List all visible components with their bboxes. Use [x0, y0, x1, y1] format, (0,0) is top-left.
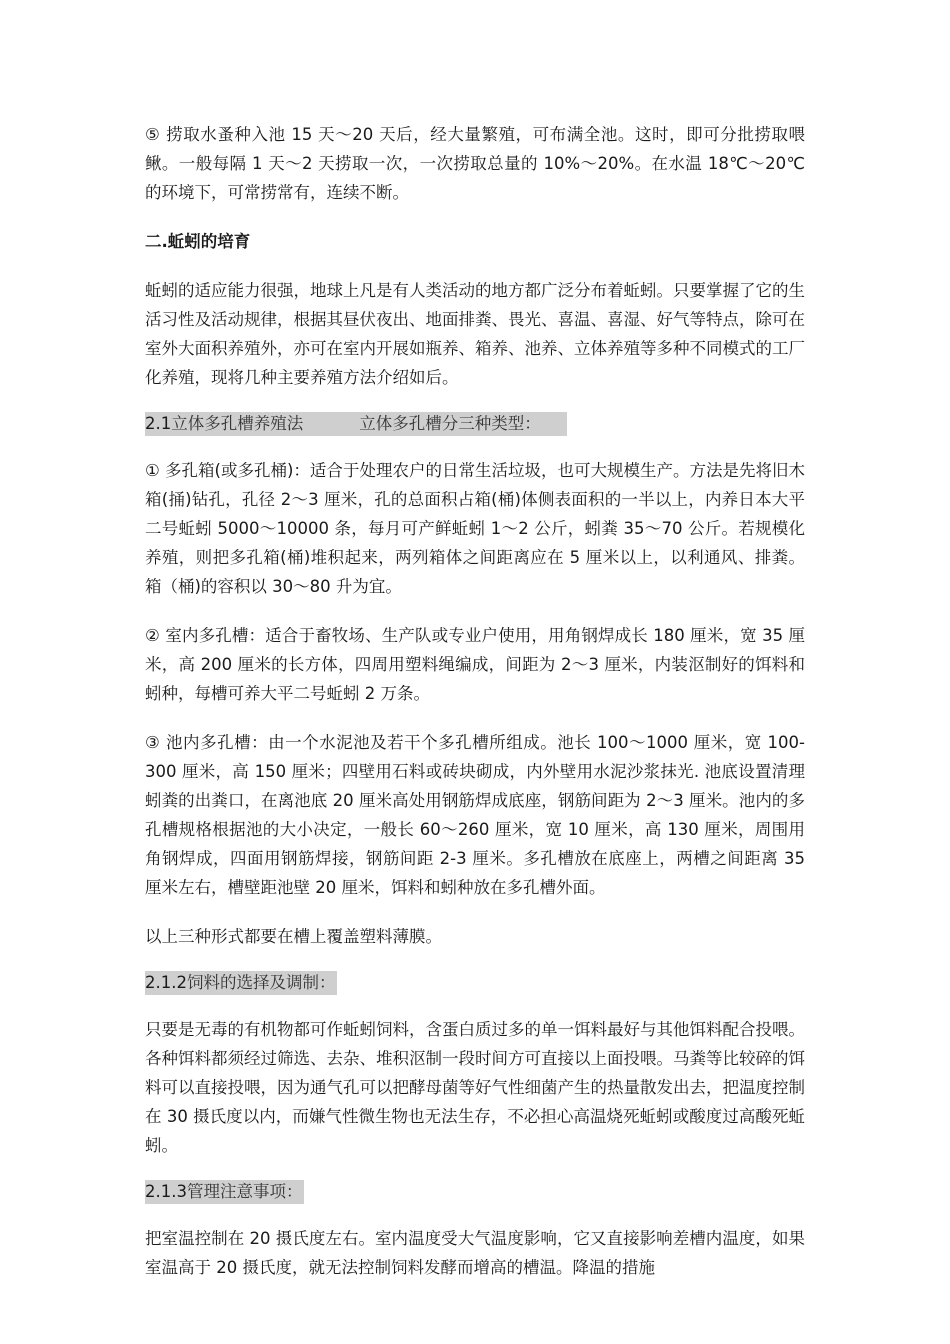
document-page	[145, 120, 805, 1302]
subsection-title: 立体多孔槽养殖法	[171, 414, 304, 433]
subsection-2-1-3	[145, 1180, 805, 1224]
paragraph-earthworm-intro: 蚯蚓的适应能力很强，地球上凡是有人类活动的地方都广泛分布着蚯蚓。只要掌握了它的生活习性及活动规律，根据其昼伏夜出、地面排粪、畏光、喜温、喜湿、好气等特点，除可在室外大面积养殖外，亦可在室内开展如瓶养、箱养、池养、立体养殖等多种不同模式的工厂化养殖，现将几种主要养殖方法介绍如后。	[145, 281, 805, 387]
paragraph-pool-trough: ③ 池内多孔槽：由一个水泥池及若干个多孔槽所组成。池长 100～1000 厘米，宽 100-300 厘米，高 150 厘米；四壁用石料或砖块砌成，内外壁用水泥沙浆抹光. 池底设置清理蚓粪的出粪口，在离池底 20 厘米高处用钢筋焊成底座，钢筋间距为 2～3 厘米。池内的多孔槽规格根据池的大小决定，一般长 60～260 厘米，宽 10 厘米，高 130 厘米，周围用角钢焊成，四面用钢筋焊接，钢筋间距 2-3 厘米。多孔槽放在底座上，两槽之间距离 35 厘米左右，槽壁距池壁 20 厘米，饵料和蚓种放在多孔槽外面。	[145, 733, 805, 897]
paragraph-feed-selection: 只要是无毒的有机物都可作蚯蚓饲料，含蛋白质过多的单一饵料最好与其他饵料配合投喂。各种饵料都须经过筛选、去杂、堆积沤制一段时间方可直接以上面投喂。马粪等比较碎的饵料可以直接投喂，因为通气孔可以把酵母菌等好气性细菌产生的热量散发出去，把温度控制在 30 摄氏度以内，而嫌气性微生物也无法生存，不必担心高温烧死蚯蚓或酸度过高酸死蚯蚓。	[145, 1020, 805, 1155]
subsection-heading-2-1	[145, 412, 567, 436]
section-heading-earthworm: 二.蚯蚓的培育	[145, 232, 251, 251]
paragraph-indoor-trough: ② 室内多孔槽：适合于畜牧场、生产队或专业户使用，用角钢焊成长 180 厘米，宽 35 厘米，高 200 厘米的长方体，四周用塑料绳编成，间距为 2～3 厘米，内装沤制好的饵料和蚓种，每槽可养大平二号蚯蚓 2 万条。	[145, 626, 805, 703]
subsection-number: 2.1.3	[145, 1182, 187, 1201]
subsection-title: 饲料的选择及调制：	[186, 973, 336, 992]
paragraph-management: 把室温控制在 20 摄氏度左右。室内温度受大气温度影响，它又直接影响差槽内温度，如果室温高于 20 摄氏度，就无法控制饲料发酵而增高的槽温。降温的措施	[145, 1229, 805, 1277]
paragraph-multi-hole-box: ① 多孔箱(或多孔桶)：适合于处理农户的日常生活垃圾，也可大规模生产。方法是先将旧木箱(捅)钻孔，孔径 2～3 厘米，孔的总面积占箱(桶)体侧表面积的一半以上，内养日本大平二号蚯蚓 5000～10000 条，每月可产鲜蚯蚓 1～2 公斤，蚓粪 35～70 公斤。若规模化养殖，则把多孔箱(桶)堆积起来，两列箱体之间距离应在 5 厘米以上，以利通风、排粪。箱（桶)的容积以 30～80 升为宜。	[145, 461, 805, 596]
subsection-heading-2-1-3	[145, 1180, 304, 1204]
subsection-number: 2.1	[145, 414, 172, 433]
paragraph-cover-film: 以上三种形式都要在槽上覆盖塑料薄膜。	[145, 927, 442, 946]
subsection-2-1-2	[145, 971, 805, 1015]
subsection-title: 管理注意事项：	[186, 1182, 303, 1201]
subsection-heading-2-1-2	[145, 971, 337, 995]
subsection-number: 2.1.2	[145, 973, 187, 992]
subsection-subtitle: 立体多孔槽分三种类型：	[359, 414, 541, 433]
paragraph-daphnia-harvest: ⑤ 捞取水蚤种入池 15 天～20 天后，经大量繁殖，可布满全池。这时，即可分批捞取喂鳅。一般每隔 1 天～2 天捞取一次，一次捞取总量的 10%～20%。在水温 18℃～20℃的环境下，可常捞常有，连续不断。	[145, 125, 805, 202]
subsection-2-1	[145, 412, 805, 456]
